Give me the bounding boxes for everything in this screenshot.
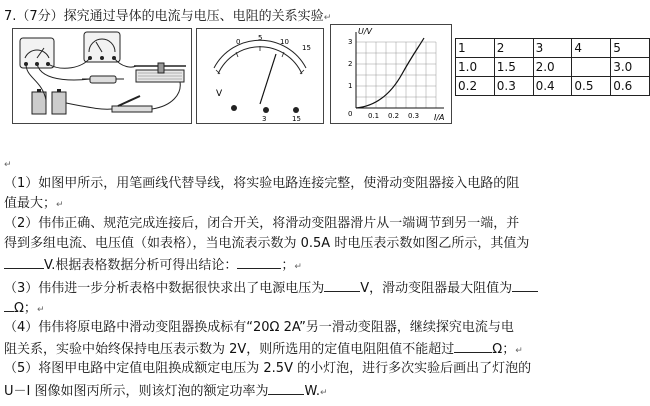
y-tick-3: 3 — [348, 38, 353, 46]
table-cell: 1.0 — [456, 58, 495, 77]
paragraph-mark: ↵ — [36, 305, 45, 315]
paragraph-mark: ↵ — [56, 200, 64, 210]
x-axis-label: I/A — [434, 113, 445, 122]
terminal-label-15: 15 — [292, 115, 301, 123]
answer-blank-conclusion[interactable] — [237, 256, 281, 269]
q2-line-3 — [4, 256, 302, 275]
rheostat-icon — [134, 63, 186, 82]
q2-text-1: （2）伟伟正确、规范完成连接后，闭合开关，将滑动变阻器滑片从一端调节到另一端，并 — [4, 216, 520, 231]
q1-line-2 — [4, 196, 64, 213]
q5-line-2 — [4, 382, 328, 401]
answer-blank-rheostat-max-cont[interactable] — [4, 299, 14, 312]
table-cell: 0.6 — [611, 77, 650, 96]
dial-label-15: 15 — [302, 44, 311, 52]
table-cell: 3 — [533, 39, 572, 58]
terminal-label-3: 3 — [262, 115, 267, 123]
table-cell: 1 — [456, 39, 495, 58]
y-axis-label: U/V — [358, 27, 373, 36]
answer-blank-voltage[interactable] — [4, 256, 44, 269]
question-title — [4, 9, 331, 26]
q5-line-1 — [4, 361, 531, 377]
paragraph-mark: ↵ — [294, 262, 302, 272]
dial-label-5: 5 — [258, 34, 263, 42]
paragraph-mark: ↵ — [515, 346, 523, 356]
dial-label-10: 10 — [280, 38, 289, 46]
paragraph-mark: ↵ — [4, 160, 12, 170]
q5-text-1: （5）将图甲电路中定值电阻换成额定电压为 2.5V 的小灯泡，进行多次实验后画出了灯泡的 — [4, 361, 532, 376]
q2-line-2 — [4, 236, 529, 252]
table-cell: 1.5 — [494, 58, 533, 77]
dial-label-0: 0 — [236, 38, 241, 46]
table-row — [456, 58, 650, 77]
x-tick-0.3: 0.3 — [408, 112, 420, 120]
q4-text-1: （4）伟伟将原电路中滑动变阻器换成标有“20Ω 2A”另一滑动变阻器，继续探究电流与电 — [4, 320, 514, 335]
q3-text-2: V，滑动变阻器最大阻值为 — [360, 281, 513, 296]
q1-line-1 — [4, 176, 519, 192]
table-cell: 2 — [494, 39, 533, 58]
answer-blank-rated-power[interactable] — [268, 382, 304, 395]
table-cell: 2.0 — [533, 58, 572, 77]
table-cell: 3.0 — [611, 58, 650, 77]
q3-line-1 — [4, 279, 538, 297]
q2-end: ； — [281, 258, 295, 273]
circuit-figure — [12, 28, 192, 124]
answer-blank-max-resistance[interactable] — [454, 340, 492, 353]
table-row — [456, 39, 650, 58]
table-cell — [572, 58, 611, 77]
table-cell: 0.5 — [572, 77, 611, 96]
q2-line-1 — [4, 216, 519, 232]
q5-text-3: W. — [304, 384, 320, 399]
ui-graph-figure — [330, 24, 452, 124]
q4-text-2: 阻关系，实验中始终保持电压表示数为 2V，则所选用的定值电阻阻值不能超过 — [4, 342, 455, 357]
q4-line-2 — [4, 340, 523, 359]
q2-text-3: V.根据表格数据分析可得出结论： — [44, 258, 238, 273]
switch-icon — [112, 96, 152, 112]
answer-blank-source-voltage[interactable] — [324, 279, 360, 292]
battery-icon — [32, 89, 66, 114]
q4-text-3: Ω； — [492, 342, 516, 357]
paragraph-mark: ↵ — [319, 388, 328, 398]
q3-text-1: （3）伟伟进一步分析表格中数据很快求出了电源电压为 — [4, 281, 325, 296]
q2-text-2: 得到多组电流、电压值（如表格），当电流表示数为 0.5A 时电压表示数如图乙所示，其值为 — [4, 236, 530, 251]
table-cell: 4 — [572, 39, 611, 58]
table-cell: 0.4 — [533, 77, 572, 96]
title-text: 7.（7分）探究通过导体的电流与电压、电阻的关系实验 — [4, 9, 324, 24]
q1-text-2: 值最大； — [4, 196, 57, 211]
x-tick-0.1: 0.1 — [368, 112, 380, 120]
q3-line-2 — [4, 299, 44, 318]
q3-text-3: Ω； — [14, 301, 37, 316]
dial-v-symbol: V — [216, 89, 223, 99]
q1-text-1: （1）如图甲所示，用笔画线代替导线，将实验电路连接完整，使滑动变阻器接入电路的阻 — [4, 176, 520, 191]
q4-line-1 — [4, 320, 514, 336]
dial-arc — [214, 40, 306, 68]
y-tick-2: 2 — [348, 60, 353, 68]
answer-blank-rheostat-max[interactable] — [512, 279, 538, 292]
table-row — [456, 77, 650, 96]
q5-text-2: U－I 图像如图丙所示，则该灯泡的额定功率为 — [4, 384, 269, 399]
dial-needle — [260, 54, 276, 104]
table-cell: 5 — [611, 39, 650, 58]
paragraph-mark: ↵ — [323, 13, 332, 23]
data-table — [455, 38, 650, 96]
table-cell: 0.2 — [456, 77, 495, 96]
x-tick-0.2: 0.2 — [388, 112, 400, 120]
voltmeter-icon — [84, 32, 120, 62]
graph-grid — [356, 42, 436, 108]
table-cell: 0.3 — [494, 77, 533, 96]
empty-line — [4, 156, 12, 173]
origin-label: 0 — [348, 110, 353, 118]
y-tick-1: 1 — [348, 82, 353, 90]
voltmeter-dial-figure — [196, 28, 324, 124]
ammeter-icon — [20, 38, 54, 68]
